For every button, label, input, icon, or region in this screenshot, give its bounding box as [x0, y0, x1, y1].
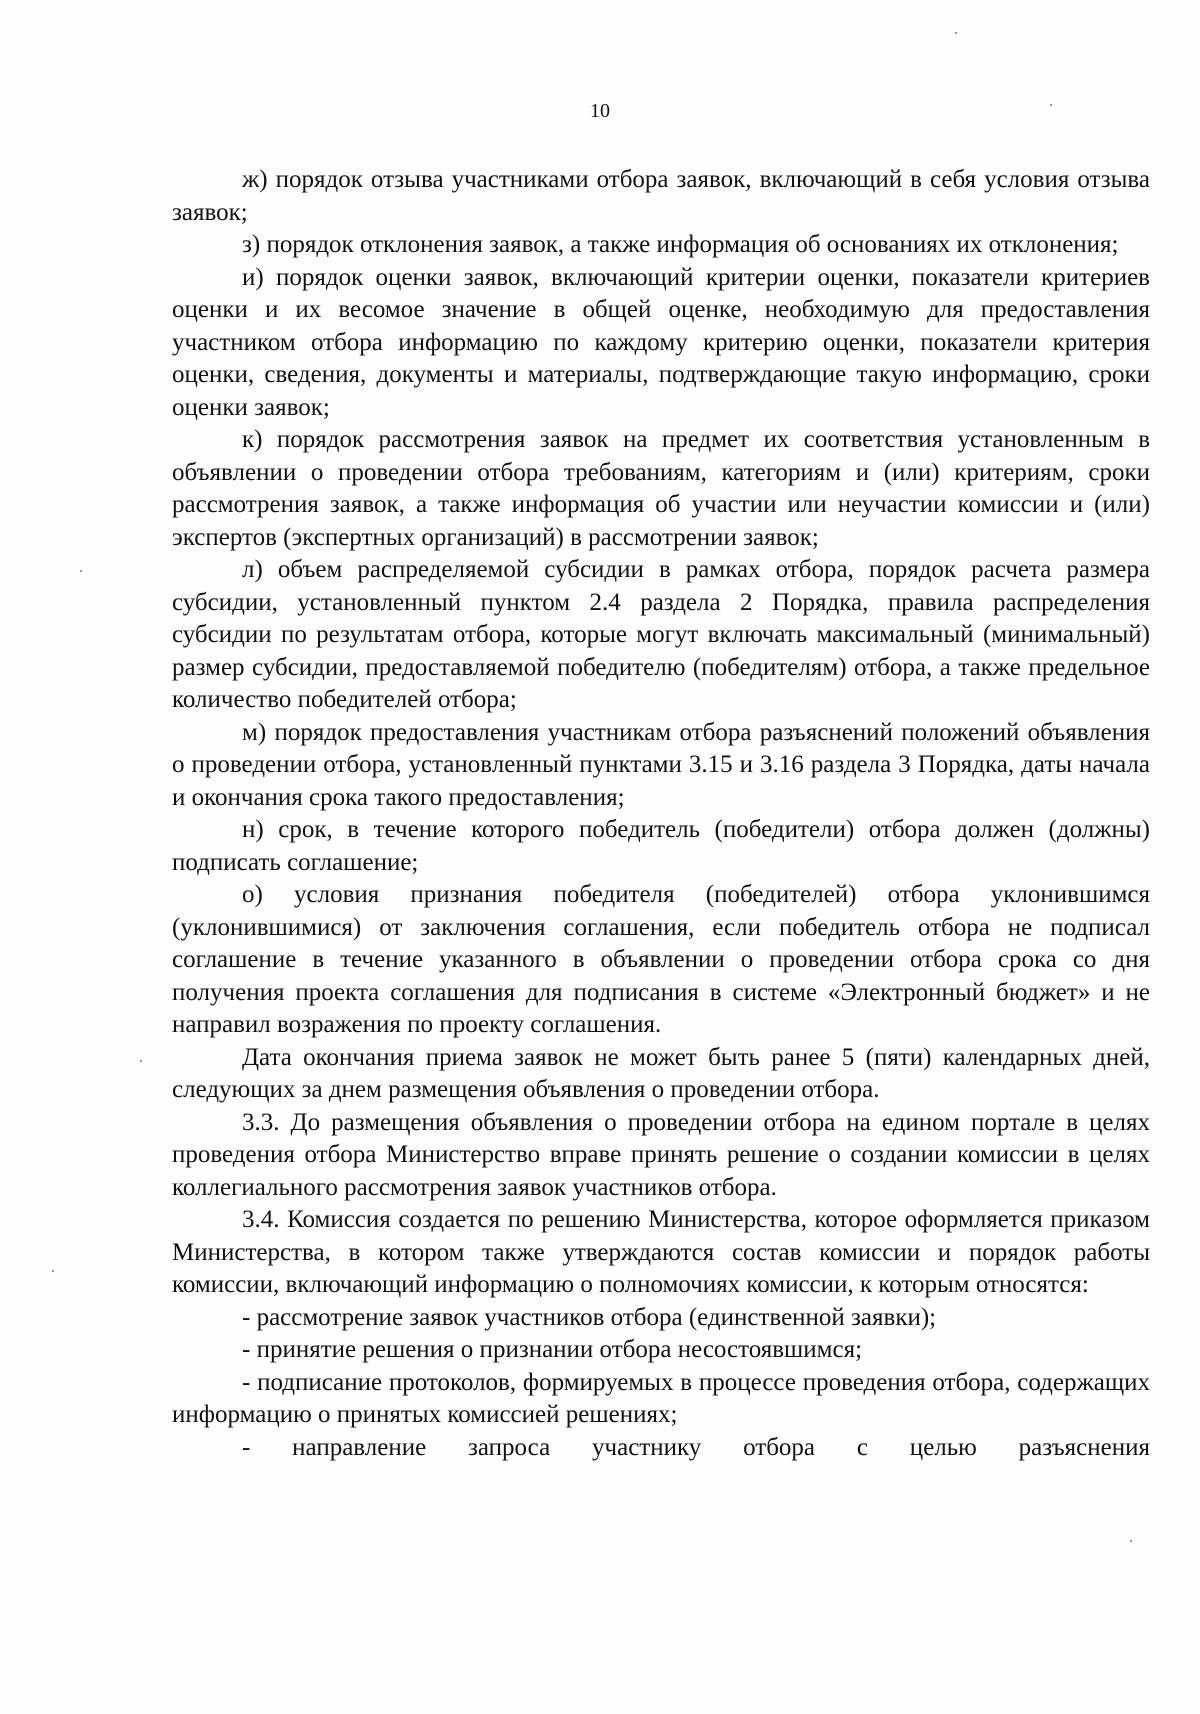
list-item-request: - направление запроса участнику отбора с целью разъяснения — [242, 1433, 1150, 1461]
document-body — [172, 164, 1150, 1464]
list-item-protocols: - подписание протоколов, формируемых в процессе проведения отбора, содержащих информацию о принятых комиссией решениях; — [172, 1368, 1150, 1428]
scan-speck — [80, 570, 82, 572]
paragraph-z: з) порядок отклонения заявок, а также информация об основаниях их отклонения; — [242, 231, 1119, 258]
paragraph-o: о) условия признания победителя (победителей) отбора уклонившимся (уклонившимися) от заключения соглашения, если победитель отбора не подписал соглашение в течение указанного в объявлении о проведении отбора срока со дня получения проекта соглашения для подписания в системе «Электронный бюджет» и не направил возражения по проекту соглашения. — [172, 881, 1150, 1038]
scan-speck — [52, 1270, 54, 1272]
paragraph-3-3: 3.3. До размещения объявления о проведении отбора на едином портале в целях проведения отбора Министерство вправе принять решение о создании комиссии в целях коллегиального рассмотрения заявок участников отбора. — [172, 1108, 1150, 1201]
paragraph-k: к) порядок рассмотрения заявок на предмет их соответствия установленным в объявлении о проведении отбора требованиям, категориям и (или) критериям, сроки рассмотрения заявок, а также информация об участии или неучастии комиссии и (или) экспертов (экспертных организаций) в рассмотрении заявок; — [172, 426, 1150, 551]
scan-speck — [1050, 104, 1052, 106]
scan-speck — [955, 32, 957, 34]
paragraph-n: н) срок, в течение которого победитель (победители) отбора должен (должны) подписать соглашение; — [172, 816, 1150, 876]
list-item-decision: - принятие решения о признании отбора несостоявшимся; — [242, 1336, 863, 1363]
list-item-review: - рассмотрение заявок участников отбора (единственной заявки); — [242, 1303, 937, 1331]
paragraph-zh: ж) порядок отзыва участниками отбора заявок, включающий в себя условия отзыва заявок; — [172, 166, 1150, 226]
paragraph-m: м) порядок предоставления участникам отбора разъяснений положений объявления о проведении отбора, установленный пунктами 3.15 и 3.16 раздела 3 Порядка, даты начала и окончания срока такого предоставления; — [172, 718, 1150, 811]
scan-speck — [1130, 1540, 1132, 1542]
paragraph-i: и) порядок оценки заявок, включающий критерии оценки, показатели критериев оценки и их весомое значение в общей оценке, необходимую для предоставления участником отбора информацию по каждому критерию оценки, показатели критерия оценки, сведения, документы и материалы, подтверждающие такую информацию, сроки оценки заявок; — [172, 263, 1150, 421]
scan-speck — [140, 1060, 142, 1062]
page-number: 10 — [590, 100, 610, 122]
paragraph-deadline: Дата окончания приема заявок не может быть ранее 5 (пяти) календарных дней, следующих за днем размещения объявления о проведении отбора. — [172, 1043, 1150, 1103]
paragraph-l: л) объем распределяемой субсидии в рамках отбора, порядок расчета размера субсидии, установленный пунктом 2.4 раздела 2 Порядка, правила распределения субсидии по результатам отбора, которые могут включать максимальный (минимальный) размер субсидии, предоставляемой победителю (победителям) отбора, а также предельное количество победителей отбора; — [172, 556, 1150, 713]
paragraph-3-4: 3.4. Комиссия создается по решению Министерства, которое оформляется приказом Министерства, в котором также утверждаются состав комиссии и порядок работы комиссии, включающий информацию о полномочиях комиссии, к которым относятся: — [172, 1206, 1150, 1298]
